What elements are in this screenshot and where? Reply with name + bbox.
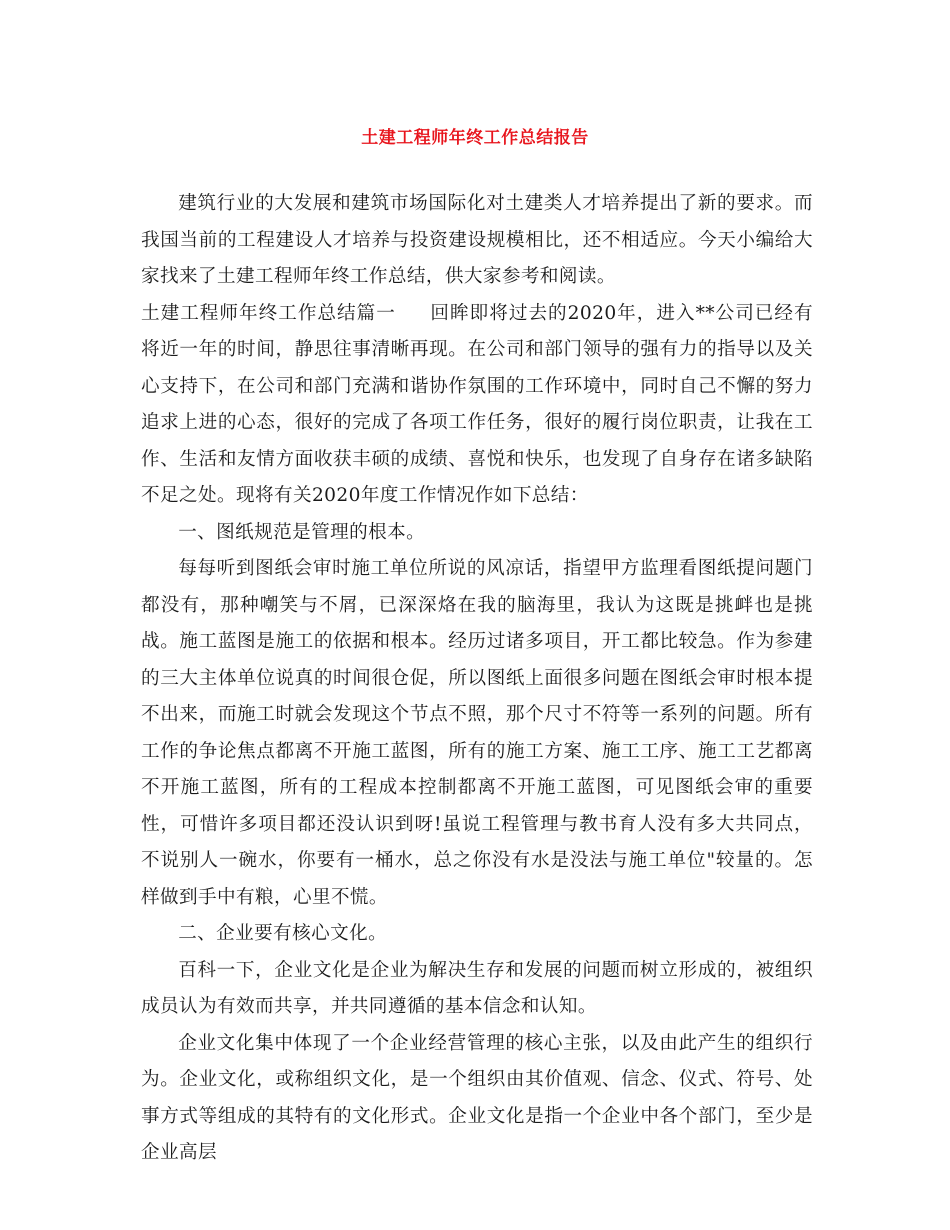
point-1-paragraph: 每每听到图纸会审时施工单位所说的风凉话，指望甲方监理看图纸提问题门都没有，那种嘲笑与不屑，已深深烙在我的脑海里，我认为这既是挑衅也是挑战。施工蓝图是施工的依据和根本。经历过诸多项目，开工都比较急。作为参建的三大主体单位说真的时间很仓促，所以图纸上面很多问题在图纸会审时根本提不出来，而施工时就会发现这个节点不照，那个尺寸不符等一系列的问题。所有工作的争论焦点都离不开施工蓝图，所有的施工方案、施工工序、施工工艺都离不开施工蓝图，所有的工程成本控制都离不开施工蓝图，可见图纸会审的重要性，可惜许多项目都还没认识到呀!虽说工程管理与教书育人没有多大共同点，不说别人一碗水，你要有一桶水，总之你没有水是没法与施工单位"较量的。怎样做到手中有粮，心里不慌。 (141, 558, 813, 908)
point-1-heading: 一、图纸规范是管理的根本。 (178, 521, 426, 543)
point-2-paragraph: 百科一下，企业文化是企业为解决生存和发展的问题而树立形成的，被组织成员认为有效而共享，并共同遵循的基本信念和认知。 (141, 959, 813, 1017)
section-heading: 土建工程师年终工作总结篇一 (141, 302, 396, 324)
point-2-heading: 二、企业要有核心文化。 (178, 923, 388, 944)
section-paragraph (141, 296, 813, 515)
document-title: 土建工程师年终工作总结报告 (361, 128, 589, 148)
intro-paragraph: 建筑行业的大发展和建筑市场国际化对土建类人才培养提出了新的要求。而我国当前的工程建设人才培养与投资建设规模相比，还不相适应。今天小编给大家找来了土建工程师年终工作总结，供大家参考和阅读。 (141, 193, 813, 287)
point-2-paragraph-2: 企业文化集中体现了一个企业经营管理的核心主张，以及由此产生的组织行为。企业文化，或称组织文化，是一个组织由其价值观、信念、仪式、符号、处事方式等组成的其特有的文化形式。企业文化是指一个企业中各个部门，至少是企业高层 (141, 1032, 813, 1163)
document-body (141, 186, 813, 1172)
section-opening-text: 回眸即将过去的2020年，进入**公司已经有将近一年的时间，静思往事清晰再现。在公司和部门领导的强有力的指导以及关心支持下，在公司和部门充满和谐协作氛围的工作环境中，同时自己不懈的努力追求上进的心态，很好的完成了各项工作任务，很好的履行岗位职责，让我在工作、生活和友情方面收获丰硕的成绩、喜悦和快乐，也发现了自身存在诸多缺陷不足之处。现将有关2020年度工作情况作如下总结： (141, 302, 813, 506)
